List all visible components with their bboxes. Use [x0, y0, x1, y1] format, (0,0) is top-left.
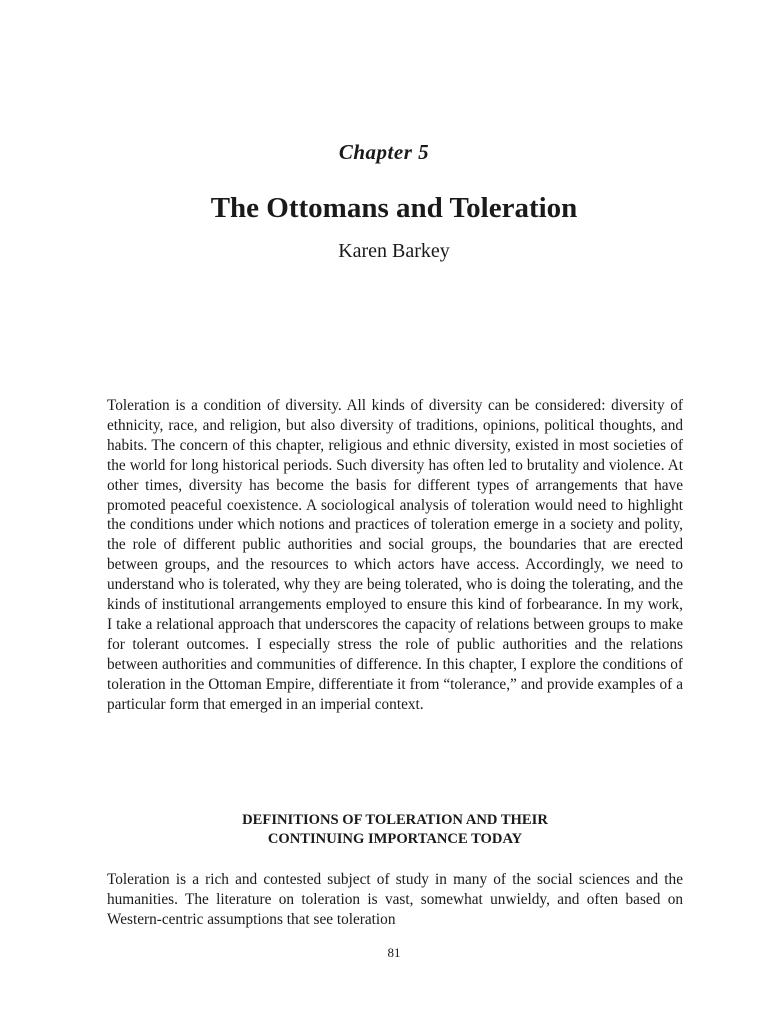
chapter-author: Karen Barkey	[338, 240, 450, 262]
section-paragraph: Toleration is a rich and contested subject of study in many of the social sciences and the humanities. The literature on toleration is vast, somewhat unwieldy, and often based on Western-centric assumptions that see toleration	[107, 871, 683, 928]
intro-paragraph: Toleration is a condition of diversity. All kinds of diversity can be considered: diversity of ethnicity, race, and religion, but also diversity of traditions, opinions, political thoughts, and habits. The concern of this chapter, religious and ethnic diversity, existed in most societies of the world for long historical periods. Such diversity has often led to brutality and violence. At other times, diversity has become the basis for different types of arrangements that have promoted peaceful coexistence. A sociological analysis of toleration would need to highlight the conditions under which notions and practices of toleration emerge in a society and polity, the role of different public authorities and social groups, the boundaries that are erected between groups, and the resources to which actors have access. Accordingly, we need to understand who is tolerated, why they are being tolerated, who is doing the tolerating, and the kinds of institutional arrangements employed to ensure this kind of forbearance. In my work, I take a relational approach that underscores the capacity of relations between groups to make for tolerant outcomes. I especially stress the role of public authorities and the relations between authorities and communities of difference. In this chapter, I explore the conditions of toleration in the Ottoman Empire, differentiate it from “tolerance,” and provide examples of a particular form that emerged in an imperial context.	[107, 397, 683, 713]
chapter-title: The Ottomans and Toleration	[210, 192, 578, 224]
chapter-number: Chapter 5	[338, 140, 430, 164]
section-heading-line-1: DEFINITIONS OF TOLERATION AND THEIR	[242, 812, 548, 828]
section-heading-line-2: CONTINUING IMPORTANCE TODAY	[267, 831, 523, 847]
page-number: 81	[387, 945, 401, 960]
section-heading	[107, 811, 683, 849]
